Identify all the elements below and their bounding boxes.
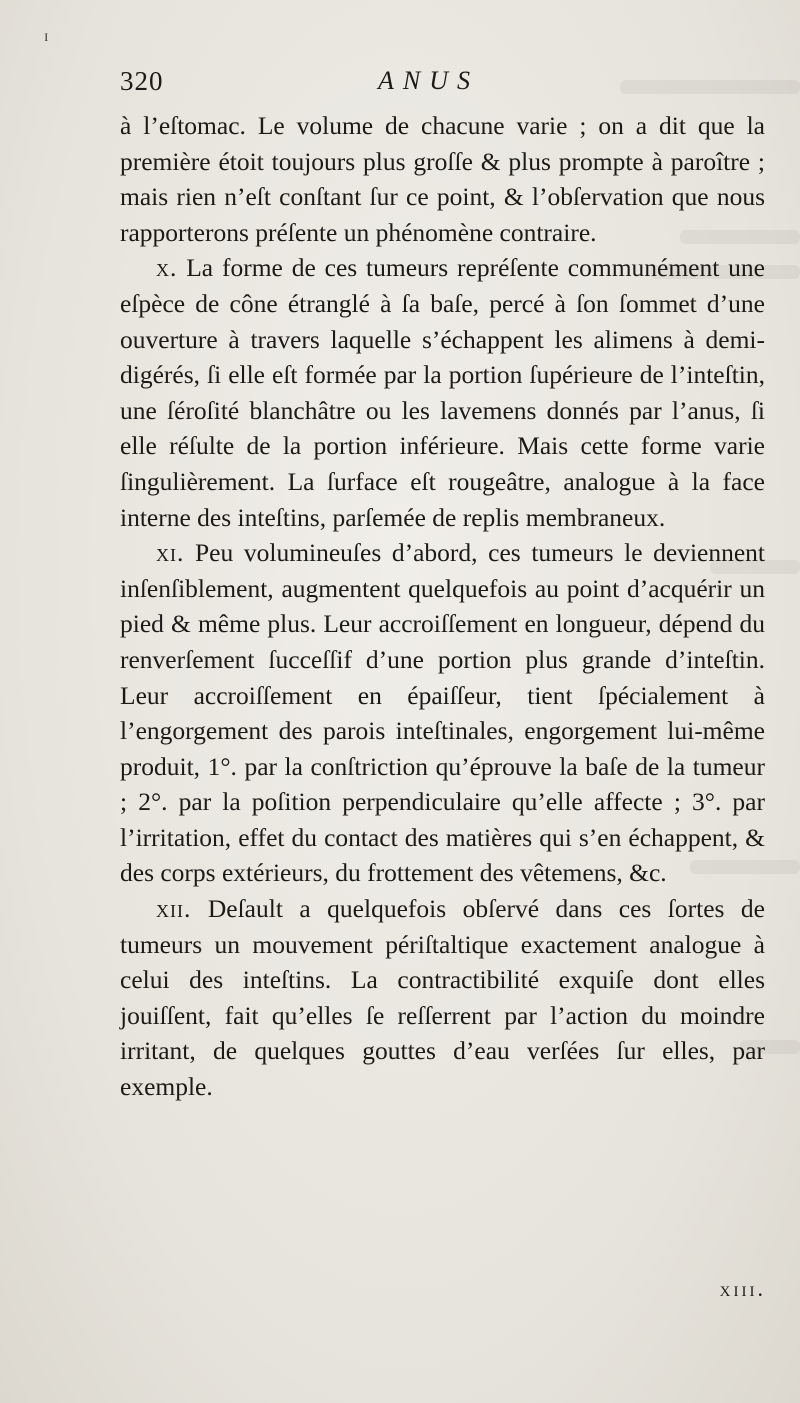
body-text — [120, 108, 765, 1105]
section-number: xi. — [156, 538, 185, 568]
margin-mark: ɪ — [44, 28, 49, 45]
paragraph-section-xii — [120, 891, 765, 1105]
catchword: xiii. — [719, 1276, 766, 1301]
paragraph-text: à l’eſtomac. Le volume de chacune varie ; on a dit que la première étoit toujours plus groſſe & plus prompte à paroître ; mais rien n’eſt conſtant ſur ce point, & l’obſervation que nous rapporterons préſente un phénomène contraire. — [120, 111, 765, 247]
section-number: xii. — [156, 894, 192, 924]
paragraph-text: La forme de ces tumeurs repréſente communément une eſpèce de cône étranglé à ſa baſe, percé à ſon ſommet d’une ouverture à travers laquelle s’échappent les alimens à demi-digérés, ſi elle eſt formée par la portion ſupérieure de l’inteſtin, une ſéroſité blanchâtre ou les lavemens donnés par l’anus, ſi elle réſulte de la portion inférieure. Mais cette forme varie ſingulièrement. La ſurface eſt rougeâtre, analogue à la face interne des inteſtins, parſemée de replis membraneux. — [120, 253, 766, 532]
paragraph-continuation — [120, 108, 765, 250]
paragraph-section-xi — [120, 535, 765, 891]
section-number: x. — [156, 253, 178, 283]
paragraph-text: Peu volumineuſes d’abord, ces tumeurs le deviennent inſenſiblement, augmentent quelquefois au point d’acquérir un pied & même plus. Leur accroiſſement en longueur, dépend du renverſement ſucceſſif d’une portion plus grande d’inteſtin. Leur accroiſſement en épaiſſeur, tient ſpécialement à l’engorgement des parois inteſtinales, engorgement lui-même produit, 1°. par la conſtriction qu’éprouve la baſe de la tumeur ; 2°. par la poſition perpendiculaire qu’elle affecte ; 3°. par l’irritation, effet du contact des matières qui s’en échappent, & des corps extérieurs, du frottement des vêtemens, &c. — [120, 538, 765, 888]
paragraph-section-x — [120, 250, 765, 535]
page-number: 320 — [120, 66, 164, 96]
running-head: ANUS — [378, 66, 479, 95]
page-header — [120, 66, 760, 106]
paragraph-text: Deſault a quelquefois obſervé dans ces ſortes de tumeurs un mouvement périſtaltique exactement analogue à celui des inteſtins. La contractibilité exquiſe dont elles jouiſſent, fait qu’elles ſe reſſerrent par l’action du moindre irritant, de quelques gouttes d’eau verſées ſur elles, par exemple. — [120, 894, 765, 1102]
